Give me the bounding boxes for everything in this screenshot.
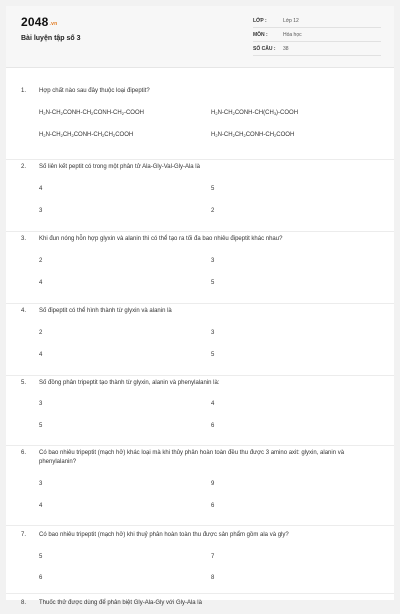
- quiz-title: Bài luyện tập số 3: [21, 35, 81, 42]
- answer-option[interactable]: 4: [211, 401, 215, 407]
- answer-option[interactable]: $H_2N-CH_2CH_2CONH-CH_2CH_2COOH$: [39, 132, 134, 138]
- meta-subject-row: [253, 28, 381, 42]
- question-text: Thuốc thử được dùng để phân biệt Gly-Ala-Gly với Gly-Ala là: [39, 600, 202, 606]
- answer-option[interactable]: 5: [211, 352, 215, 358]
- answer-option[interactable]: 6: [211, 423, 215, 429]
- answer-option[interactable]: 3: [211, 258, 215, 264]
- meta-class-value: Lớp 12: [283, 18, 299, 24]
- question-text: Hợp chất nào sau đây thuộc loại đipeptit?: [39, 88, 150, 94]
- answer-option[interactable]: 4: [39, 280, 43, 286]
- question-5: [6, 376, 394, 446]
- question-1: [6, 68, 394, 160]
- brand-logo[interactable]: 2048.vn: [21, 15, 58, 29]
- question-text: Khi đun nóng hỗn hợp glyxin và alanin thì có thể tạo ra tối đa bao nhiêu đipeptit khác nhau?: [39, 236, 283, 242]
- answer-option[interactable]: $H_2N-CH_2CH_2CONH-CH_2COOH$: [211, 132, 295, 138]
- question-text: Số liên kết peptit có trong một phân tử Ala-Gly-Val-Gly-Ala là: [39, 164, 200, 170]
- answer-option[interactable]: 6: [211, 503, 215, 509]
- question-4: [6, 304, 394, 376]
- meta-subject-label: MÔN :: [253, 32, 268, 38]
- quiz-header: [6, 6, 394, 68]
- question-text: Có bao nhiêu tripeptit (mạch hở) khi thuỷ phân hoàn toàn thu được sản phẩm gồm ala và gly?: [39, 532, 289, 538]
- answer-option[interactable]: 2: [39, 330, 43, 336]
- question-2: [6, 160, 394, 232]
- answer-option[interactable]: 5: [211, 280, 215, 286]
- answer-option[interactable]: 8: [211, 575, 215, 581]
- question-number: 6.: [21, 450, 27, 456]
- question-text: Có bao nhiêu tripeptit (mạch hở) khác loại mà khi thủy phân hoàn toàn đều thu được 3 amino axit: glyxin, alanin và phenylalanin?: [39, 450, 345, 465]
- answer-option[interactable]: 3: [211, 330, 215, 336]
- question-3: [6, 232, 394, 304]
- meta-count-label: SỐ CÂU :: [253, 46, 276, 52]
- question-number: 2.: [21, 164, 27, 170]
- answer-option[interactable]: 3: [39, 401, 43, 407]
- meta-subject-value: Hóa học: [283, 32, 302, 38]
- question-number: 5.: [21, 380, 27, 386]
- answer-option[interactable]: 6: [39, 575, 43, 581]
- answer-option[interactable]: 4: [39, 503, 43, 509]
- question-number: 7.: [21, 532, 27, 538]
- meta-count-row: [253, 42, 381, 56]
- question-text: Số đipeptit có thể hình thành từ glyxin và alanin là: [39, 308, 172, 314]
- answer-option[interactable]: 2: [39, 258, 43, 264]
- meta-class-label: LỚP :: [253, 18, 267, 24]
- answer-option[interactable]: 5: [39, 423, 43, 429]
- quiz-meta: [253, 14, 381, 56]
- question-7: [6, 526, 394, 594]
- quiz-sheet: [6, 6, 394, 606]
- question-number: 8.: [21, 600, 27, 606]
- answer-option[interactable]: 5: [211, 186, 215, 192]
- answer-option[interactable]: 3: [39, 208, 43, 214]
- question-number: 1.: [21, 88, 27, 94]
- answer-option[interactable]: 4: [39, 352, 43, 358]
- answer-option[interactable]: 3: [39, 481, 43, 487]
- answer-option[interactable]: $H_2N-CH_2CONH-CH(CH_3)$-COOH: [211, 110, 299, 116]
- answer-option[interactable]: 5: [39, 554, 43, 560]
- answer-option[interactable]: $H_2N-CH_2CONH-CH_2CONH-CH_2$-COOH: [39, 110, 144, 116]
- answer-option[interactable]: 7: [211, 554, 215, 560]
- answer-option[interactable]: 4: [39, 186, 43, 192]
- answer-option[interactable]: 2: [211, 208, 215, 214]
- question-text: Số đồng phân tripeptit tạo thành từ glyxin, alanin và phenylalanin là:: [39, 380, 220, 386]
- meta-class-row: [253, 14, 381, 28]
- question-number: 4.: [21, 308, 27, 314]
- question-8: [6, 594, 394, 614]
- question-number: 3.: [21, 236, 27, 242]
- meta-count-value: 38: [283, 46, 289, 52]
- question-6: [6, 446, 394, 526]
- answer-option[interactable]: 9: [211, 481, 215, 487]
